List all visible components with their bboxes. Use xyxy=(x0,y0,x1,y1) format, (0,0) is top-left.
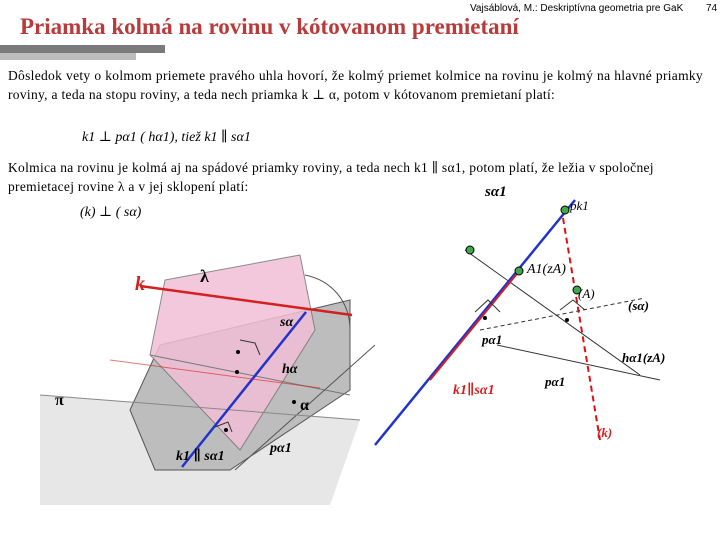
label-k1-s1-left: k1 ∥ sα1 xyxy=(176,449,225,464)
label-pi: π xyxy=(55,392,64,409)
label-pk-1: pk1 xyxy=(570,198,589,213)
label-lambda: λ xyxy=(200,266,209,286)
line-s-alpha-sklopenie xyxy=(480,298,645,330)
right-angle-dot-3 xyxy=(224,428,228,432)
point-pk1 xyxy=(561,206,569,214)
label-k-paren: (k) xyxy=(597,425,613,440)
label-p-alpha-1-right: pα1 xyxy=(545,374,566,389)
label-s-alpha-1: sα1 xyxy=(485,184,507,200)
right-angle-dot-6 xyxy=(565,318,569,322)
formula-1: k1 ⊥ pα1 ( hα1), tiež k1 ∥ sα1 xyxy=(82,130,251,145)
right-angle-dot-5 xyxy=(483,316,487,320)
point-A1 xyxy=(515,267,523,275)
page-number: 74 xyxy=(706,3,718,14)
label-h-alpha-1-zA: hα1(zA) xyxy=(622,350,666,365)
right-angle-dot-1 xyxy=(236,350,240,354)
label-k1-s1-right: k1∥sα1 xyxy=(453,383,495,398)
page-title: Priamka kolmá na rovinu v kótovanom premietaní xyxy=(20,14,519,39)
label-A: (A) xyxy=(578,286,595,301)
line-k1-s1 xyxy=(375,200,575,445)
label-p-alpha-1-left: pα1 xyxy=(270,441,292,456)
label-alpha: α xyxy=(300,397,309,414)
header-source: Vajsáblová, M.: Deskriptívna geometria pre GaK xyxy=(470,3,684,14)
point-left-k xyxy=(466,246,474,254)
right-angle-dot-2 xyxy=(235,370,239,374)
line-k-sklopenie xyxy=(563,218,600,440)
label-h-alpha: hα xyxy=(282,362,298,377)
right-angle-dot-4 xyxy=(292,400,296,404)
paragraph-1: Dôsledok vety o kolmom priemete pravého uhla hovorí, že kolmý priemet kolmice na rovinu je kolmý na hlavné priamky roviny, a teda na stopu roviny, a teda nech priamka k ⊥ α, potom v kótovanom premietaní platí: xyxy=(8,68,703,102)
paragraph-2: Kolmica na rovinu je kolmá aj na spádové priamky roviny, a teda nech k1 ∥ sα1, potom platí, že ležia v spoločnej premietacej rovine λ a v jej sklopení platí: xyxy=(8,160,654,194)
label-k: k xyxy=(135,273,145,295)
label-s-alpha: sα xyxy=(280,315,294,330)
label-A1-zA: A1(zA) xyxy=(527,262,566,277)
right-angle-mark-4 xyxy=(560,300,585,310)
formula-2: (k) ⊥ ( sα) xyxy=(80,205,142,220)
label-s-alpha-paren: (sα) xyxy=(628,298,649,313)
label-p-alpha-1-mid: pα1 xyxy=(482,332,503,347)
line-k1-red xyxy=(430,270,520,380)
